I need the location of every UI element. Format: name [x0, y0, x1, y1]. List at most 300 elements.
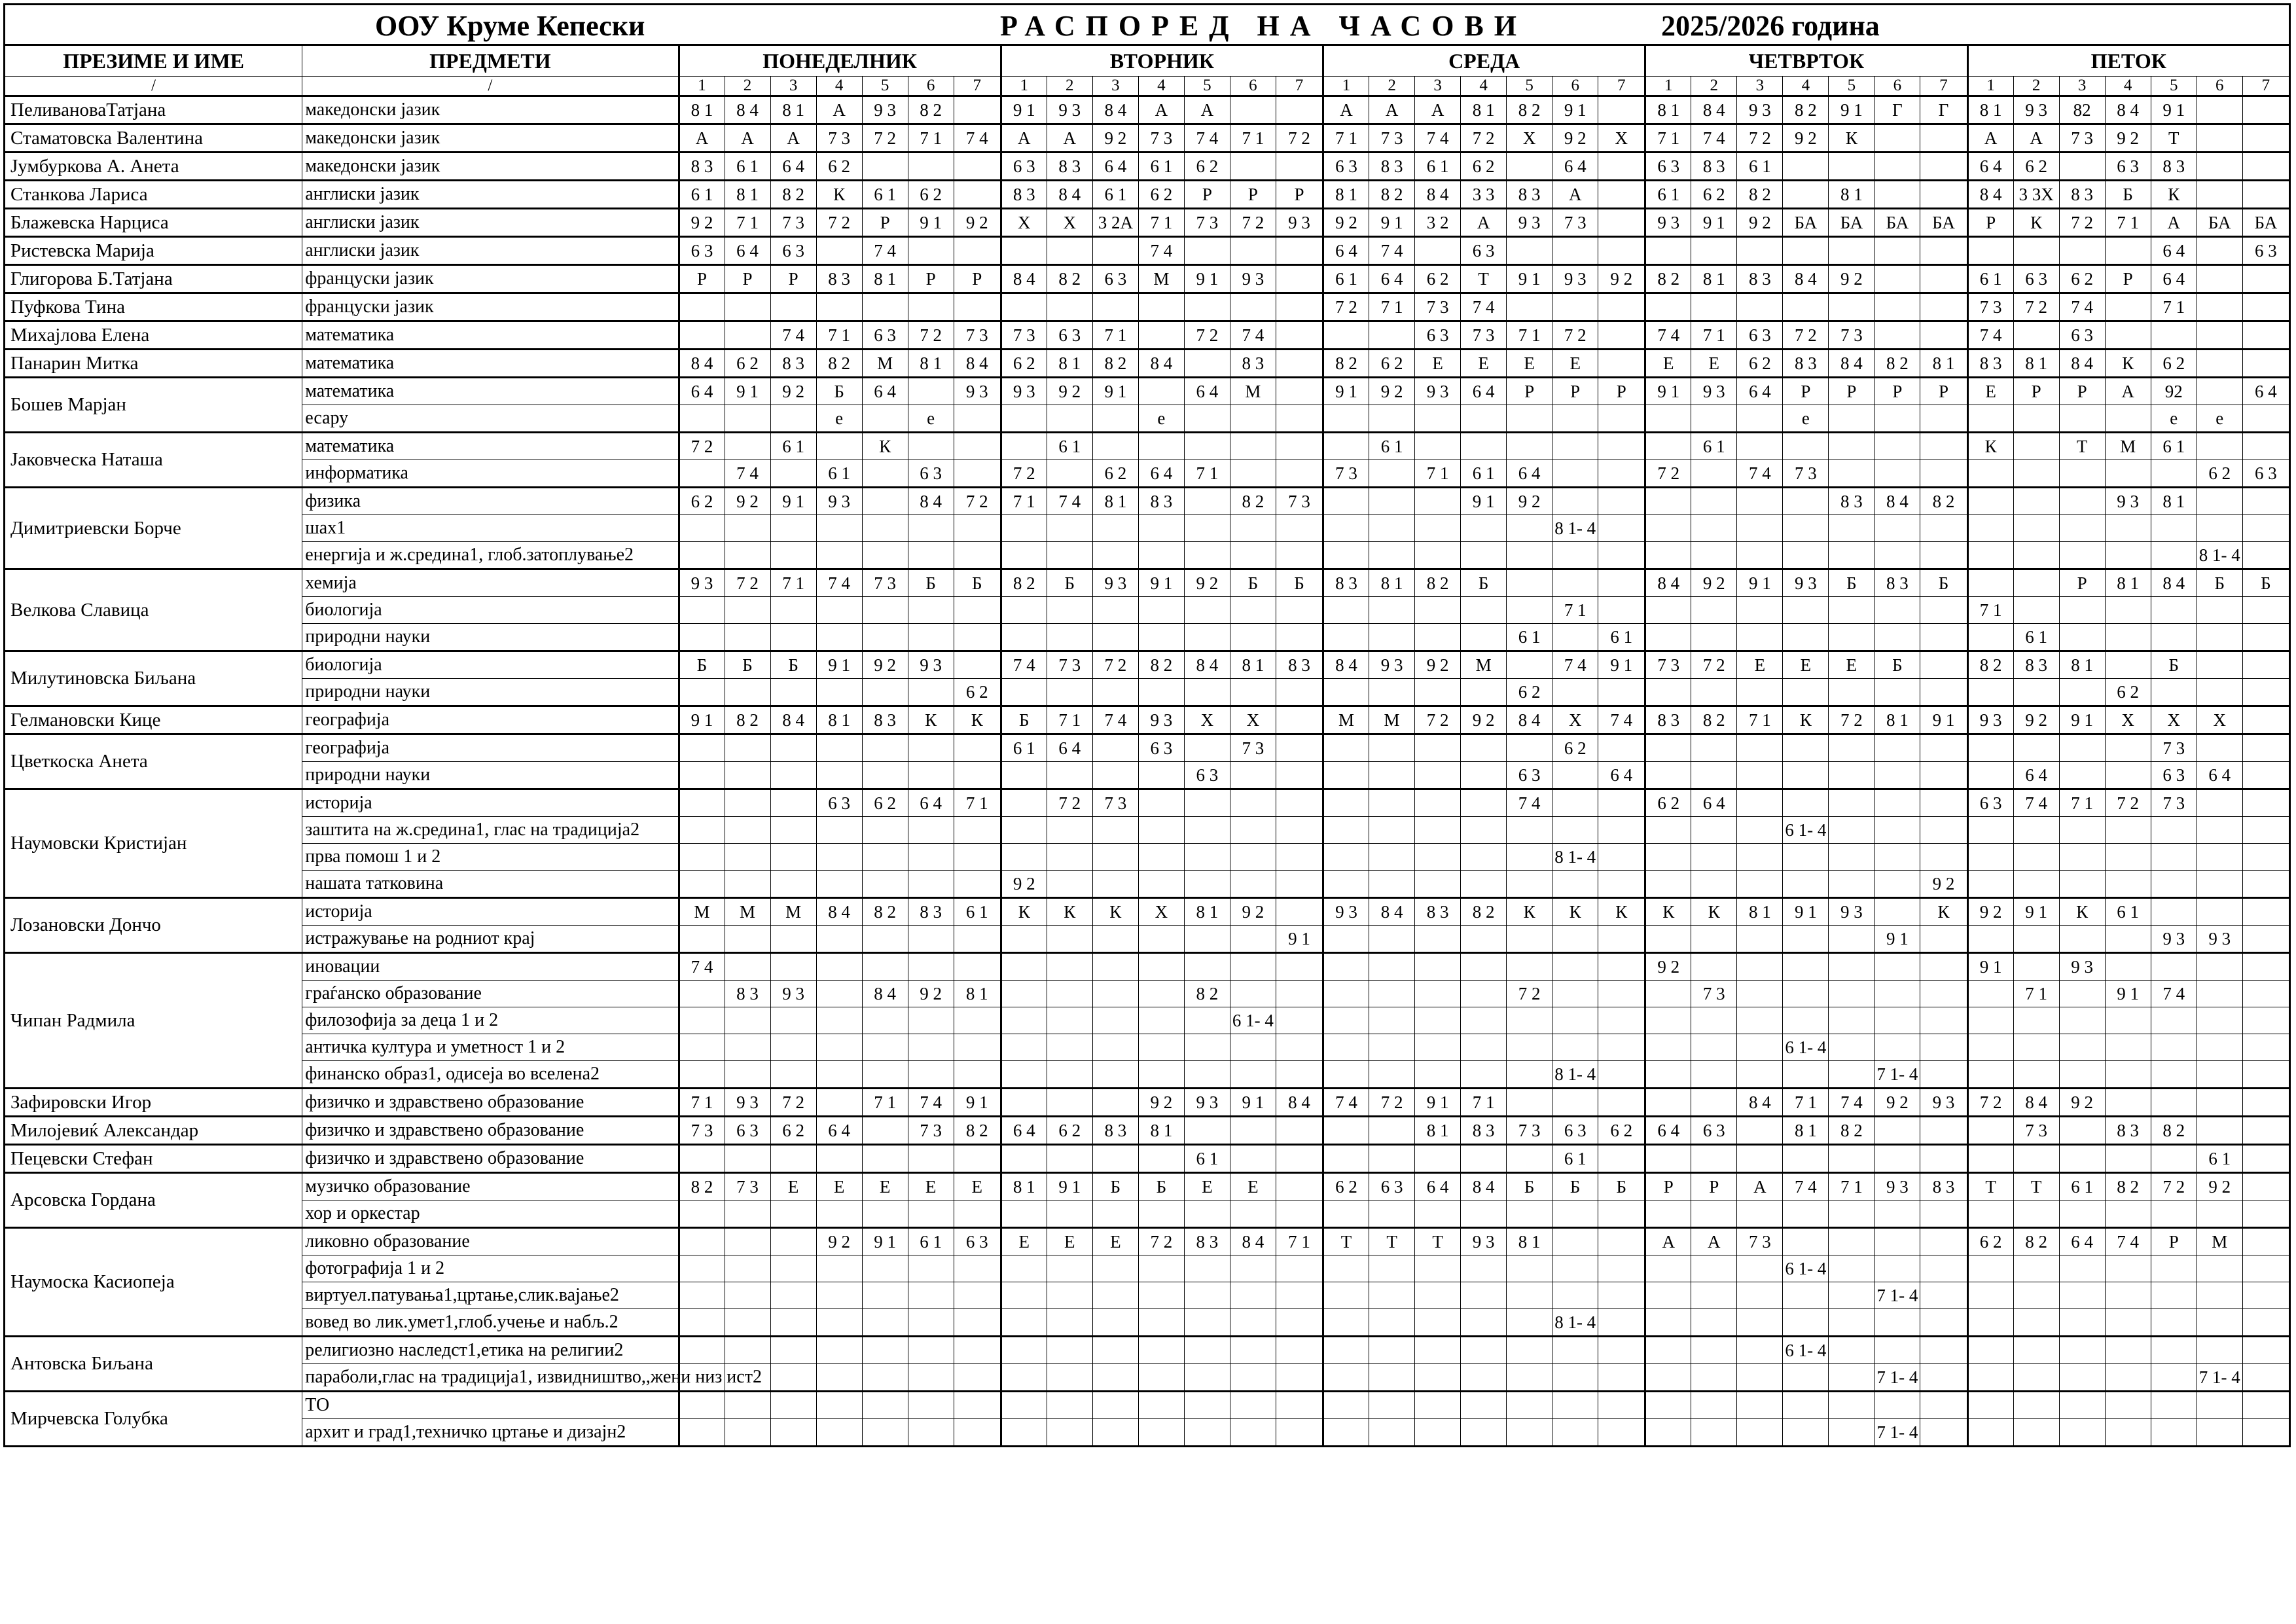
schedule-cell: [1552, 1034, 1598, 1061]
schedule-cell: [770, 1061, 816, 1089]
schedule-cell: Х: [1138, 898, 1184, 926]
schedule-cell: [1598, 209, 1645, 237]
schedule-cell: [1415, 762, 1461, 789]
schedule-cell: Р: [1507, 378, 1552, 405]
schedule-cell: [1047, 981, 1092, 1007]
schedule-cell: [1737, 679, 1783, 706]
schedule-cell: [954, 1392, 1001, 1419]
schedule-cell: [1276, 293, 1323, 321]
schedule-cell: [1552, 460, 1598, 488]
schedule-cell: [1276, 1117, 1323, 1145]
teacher-name: Милојевиќ Александар: [5, 1117, 302, 1145]
schedule-cell: [1737, 624, 1783, 651]
schedule-cell: 7 2: [1967, 1089, 2013, 1117]
schedule-cell: [2242, 321, 2289, 350]
schedule-cell: [1369, 679, 1415, 706]
schedule-cell: Т: [1967, 1173, 2013, 1200]
schedule-cell: Б: [2105, 181, 2151, 209]
schedule-cell: [816, 1255, 862, 1282]
schedule-cell: [1369, 624, 1415, 651]
schedule-cell: 7 1: [1507, 321, 1552, 350]
schedule-cell: К: [1783, 706, 1829, 734]
schedule-cell: 7 3: [1783, 460, 1829, 488]
schedule-cell: [1184, 597, 1230, 624]
schedule-cell: Е: [954, 1173, 1001, 1200]
schedule-cell: [1138, 542, 1184, 569]
schedule-cell: [908, 871, 954, 898]
schedule-cell: [679, 1255, 725, 1282]
schedule-cell: [1507, 1034, 1552, 1061]
schedule-cell: [1184, 871, 1230, 898]
schedule-cell: 7 1: [1691, 321, 1737, 350]
schedule-cell: [1874, 898, 1920, 926]
schedule-cell: [1369, 1117, 1415, 1145]
schedule-cell: [1783, 597, 1829, 624]
schedule-cell: 8 1- 4: [2197, 542, 2242, 569]
schedule-cell: [908, 1337, 954, 1364]
schedule-cell: [1829, 624, 1874, 651]
schedule-cell: 8 3: [1369, 153, 1415, 181]
period-number: 4: [1138, 77, 1184, 96]
subject-name: македонски јазик: [302, 153, 679, 181]
schedule-cell: [1092, 1200, 1138, 1228]
schedule-cell: [1874, 762, 1920, 789]
schedule-cell: [1783, 1007, 1829, 1034]
schedule-cell: 8 1: [1415, 1117, 1461, 1145]
schedule-cell: [770, 1007, 816, 1034]
schedule-cell: [1783, 488, 1829, 515]
schedule-cell: 8 2: [954, 1117, 1001, 1145]
schedule-cell: [2197, 321, 2242, 350]
schedule-cell: [1829, 237, 1874, 265]
schedule-cell: [816, 734, 862, 762]
schedule-cell: [1552, 569, 1598, 597]
schedule-cell: [1920, 181, 1967, 209]
schedule-cell: 9 3: [1276, 209, 1323, 237]
schedule-cell: [1323, 1392, 1369, 1419]
schedule-cell: [1920, 1337, 1967, 1364]
schedule-cell: 9 2: [908, 981, 954, 1007]
schedule-cell: [1184, 844, 1230, 871]
schedule-cell: [1230, 1364, 1276, 1392]
schedule-cell: 7 1: [2059, 789, 2105, 817]
schedule-cell: [1920, 293, 1967, 321]
schedule-cell: [2105, 926, 2151, 953]
schedule-cell: 7 1: [2013, 981, 2059, 1007]
schedule-cell: 8 3: [2059, 181, 2105, 209]
schedule-cell: [1874, 181, 1920, 209]
schedule-cell: 7 2: [1092, 651, 1138, 679]
schedule-cell: [2242, 1200, 2289, 1228]
schedule-cell: [1092, 1392, 1138, 1419]
schedule-cell: [1598, 871, 1645, 898]
schedule-cell: е: [908, 405, 954, 433]
schedule-cell: 8 3: [908, 898, 954, 926]
schedule-cell: [1967, 844, 2013, 871]
schedule-cell: 6 3: [1001, 153, 1047, 181]
schedule-cell: 7 3: [770, 209, 816, 237]
schedule-cell: [1184, 350, 1230, 378]
schedule-cell: [1691, 1200, 1737, 1228]
period-number: 3: [1092, 77, 1138, 96]
schedule-cell: 9 3: [679, 569, 725, 597]
schedule-cell: [862, 762, 908, 789]
schedule-cell: [1276, 321, 1323, 350]
schedule-cell: 6 4: [1645, 1117, 1691, 1145]
schedule-cell: А: [1369, 96, 1415, 124]
schedule-cell: [1047, 515, 1092, 542]
schedule-cell: 8 2: [2013, 1228, 2059, 1255]
schedule-cell: [725, 1282, 770, 1309]
schedule-cell: Р: [679, 265, 725, 293]
schedule-cell: 8 3: [725, 981, 770, 1007]
schedule-cell: 8 1: [1184, 898, 1230, 926]
schedule-cell: [1598, 293, 1645, 321]
schedule-cell: [908, 515, 954, 542]
schedule-cell: Р: [1920, 378, 1967, 405]
schedule-cell: [1092, 1364, 1138, 1392]
schedule-cell: [2013, 321, 2059, 350]
schedule-cell: [1092, 1282, 1138, 1309]
schedule-cell: [862, 871, 908, 898]
schedule-cell: [2151, 1255, 2197, 1282]
schedule-cell: [1369, 460, 1415, 488]
schedule-cell: [1092, 1061, 1138, 1089]
schedule-cell: [1645, 1392, 1691, 1419]
schedule-cell: 8 4: [1047, 181, 1092, 209]
schedule-cell: [679, 1337, 725, 1364]
schedule-cell: [1691, 926, 1737, 953]
schedule-cell: [1276, 1255, 1323, 1282]
table-row: [5, 871, 2290, 898]
schedule-cell: [679, 1200, 725, 1228]
schedule-cell: [1230, 1145, 1276, 1173]
schedule-cell: [1920, 237, 1967, 265]
schedule-cell: [1691, 542, 1737, 569]
schedule-cell: [2242, 624, 2289, 651]
schedule-cell: [1967, 1145, 2013, 1173]
schedule-cell: 7 4: [1691, 124, 1737, 153]
schedule-cell: 9 2: [1874, 1089, 1920, 1117]
schedule-cell: [1967, 734, 2013, 762]
schedule-cell: 9 2: [1507, 488, 1552, 515]
schedule-cell: [954, 1007, 1001, 1034]
schedule-cell: [1737, 237, 1783, 265]
schedule-cell: Х: [1552, 706, 1598, 734]
schedule-cell: [1415, 1337, 1461, 1364]
schedule-cell: [816, 844, 862, 871]
schedule-cell: [2151, 597, 2197, 624]
schedule-cell: 7 3: [1092, 789, 1138, 817]
schedule-cell: [1967, 488, 2013, 515]
schedule-cell: 8 3: [1507, 181, 1552, 209]
schedule-cell: [1138, 817, 1184, 844]
schedule-cell: 9 1: [2151, 96, 2197, 124]
schedule-cell: [2197, 1392, 2242, 1419]
schedule-cell: М: [1369, 706, 1415, 734]
schedule-cell: [1369, 488, 1415, 515]
schedule-cell: Е: [1230, 1173, 1276, 1200]
schedule-cell: [1645, 981, 1691, 1007]
schedule-cell: [1920, 265, 1967, 293]
period-number: 3: [2059, 77, 2105, 96]
schedule-cell: 8 3: [1001, 181, 1047, 209]
schedule-cell: Р: [770, 265, 816, 293]
subject-name: заштита на ж.средина1, глас на традиција2: [302, 817, 679, 844]
schedule-cell: [1230, 515, 1276, 542]
schedule-cell: 9 1: [1276, 926, 1323, 953]
schedule-cell: [1783, 926, 1829, 953]
schedule-cell: 9 3: [1230, 265, 1276, 293]
schedule-cell: [1598, 844, 1645, 871]
schedule-cell: 8 4: [816, 898, 862, 926]
schedule-cell: [1001, 1034, 1047, 1061]
schedule-cell: 9 3: [2105, 488, 2151, 515]
subject-name: англиски јазик: [302, 237, 679, 265]
schedule-cell: [1783, 1364, 1829, 1392]
schedule-cell: Б: [1230, 569, 1276, 597]
schedule-cell: 8 1: [2059, 651, 2105, 679]
schedule-cell: [725, 789, 770, 817]
schedule-cell: 8 3: [1092, 1117, 1138, 1145]
schedule-cell: 6 1: [2013, 624, 2059, 651]
schedule-cell: [1598, 1034, 1645, 1061]
schedule-cell: 7 3: [1230, 734, 1276, 762]
schedule-cell: [1829, 1337, 1874, 1364]
schedule-cell: 7 2: [1783, 321, 1829, 350]
schedule-cell: 6 3: [1507, 762, 1552, 789]
schedule-cell: [1138, 1061, 1184, 1089]
schedule-cell: [1184, 293, 1230, 321]
schedule-cell: [2105, 1419, 2151, 1447]
schedule-cell: [2105, 1061, 2151, 1089]
schedule-cell: [1598, 1309, 1645, 1337]
schedule-cell: А: [2013, 124, 2059, 153]
schedule-cell: [2242, 953, 2289, 981]
schedule-cell: [1507, 293, 1552, 321]
schedule-cell: 6 2: [1184, 153, 1230, 181]
schedule-cell: [2059, 405, 2105, 433]
schedule-cell: [1092, 953, 1138, 981]
schedule-cell: [1507, 817, 1552, 844]
schedule-cell: [1184, 405, 1230, 433]
table-row: [5, 1034, 2290, 1061]
schedule-cell: 7 3: [1967, 293, 2013, 321]
schedule-cell: [1369, 1034, 1415, 1061]
schedule-cell: 8 3: [1967, 350, 2013, 378]
schedule-cell: [862, 1145, 908, 1173]
schedule-cell: [908, 237, 954, 265]
subject-name: ликовно образование: [302, 1228, 679, 1255]
schedule-cell: 7 2: [1001, 460, 1047, 488]
period-number: 6: [908, 77, 954, 96]
schedule-cell: 7 1: [1369, 293, 1415, 321]
period-number: 7: [2242, 77, 2289, 96]
schedule-cell: [1552, 237, 1598, 265]
schedule-cell: [1691, 293, 1737, 321]
schedule-cell: [1645, 734, 1691, 762]
schedule-cell: [1920, 1255, 1967, 1282]
schedule-cell: [1323, 1282, 1369, 1309]
schedule-cell: [2105, 1255, 2151, 1282]
schedule-cell: [1138, 1034, 1184, 1061]
schedule-cell: [2197, 488, 2242, 515]
schedule-cell: К: [1691, 898, 1737, 926]
schedule-cell: [2197, 734, 2242, 762]
schedule-cell: 7 4: [2059, 293, 2105, 321]
schedule-cell: 9 2: [1092, 124, 1138, 153]
schedule-cell: [2151, 844, 2197, 871]
schedule-cell: [725, 597, 770, 624]
schedule-cell: [1645, 405, 1691, 433]
schedule-cell: [1276, 153, 1323, 181]
schedule-cell: Е: [1184, 1173, 1230, 1200]
schedule-cell: 3 3Х: [2013, 181, 2059, 209]
schedule-cell: [1783, 734, 1829, 762]
schedule-cell: 7 2: [862, 124, 908, 153]
table-row: [5, 1173, 2290, 1200]
schedule-cell: [1552, 1228, 1598, 1255]
schedule-cell: [1047, 1061, 1092, 1089]
schedule-cell: БА: [2242, 209, 2289, 237]
schedule-cell: Т: [2059, 433, 2105, 460]
schedule-cell: [1461, 679, 1507, 706]
schedule-cell: [1737, 1392, 1783, 1419]
schedule-cell: 7 3: [954, 321, 1001, 350]
schedule-cell: [1276, 237, 1323, 265]
schedule-cell: 7 2: [816, 209, 862, 237]
schedule-cell: 6 3: [2242, 237, 2289, 265]
schedule-cell: [2242, 350, 2289, 378]
table-row: [5, 679, 2290, 706]
schedule-cell: [1001, 1337, 1047, 1364]
schedule-cell: 9 3: [1783, 569, 1829, 597]
teacher-name: Стаматовска Валентина: [5, 124, 302, 153]
schedule-cell: [1783, 1200, 1829, 1228]
schedule-cell: [1461, 1392, 1507, 1419]
schedule-cell: 8 2: [1461, 898, 1507, 926]
schedule-cell: [1967, 237, 2013, 265]
schedule-cell: [2013, 1282, 2059, 1309]
schedule-cell: [2105, 817, 2151, 844]
schedule-cell: [1783, 542, 1829, 569]
schedule-cell: [1047, 1007, 1092, 1034]
schedule-cell: [1920, 762, 1967, 789]
schedule-cell: 6 4: [770, 153, 816, 181]
schedule-cell: [1874, 460, 1920, 488]
schedule-cell: 7 3: [1323, 460, 1369, 488]
schedule-cell: 6 4: [1047, 734, 1092, 762]
schedule-cell: 9 3: [1737, 96, 1783, 124]
schedule-cell: [725, 926, 770, 953]
schedule-cell: [2059, 1419, 2105, 1447]
schedule-cell: [1001, 597, 1047, 624]
schedule-cell: К: [2059, 898, 2105, 926]
schedule-cell: [1645, 679, 1691, 706]
schedule-cell: 9 3: [1967, 706, 2013, 734]
schedule-cell: [770, 405, 816, 433]
day-header: СРЕДА: [1323, 45, 1645, 77]
schedule-cell: [2059, 1007, 2105, 1034]
schedule-cell: [1552, 1200, 1598, 1228]
schedule-cell: [2013, 1309, 2059, 1337]
schedule-cell: [1415, 871, 1461, 898]
schedule-cell: [1691, 734, 1737, 762]
schedule-cell: 6 3: [908, 460, 954, 488]
schedule-cell: [1092, 433, 1138, 460]
schedule-cell: [2059, 844, 2105, 871]
schedule-cell: 6 1: [1967, 265, 2013, 293]
schedule-cell: [1184, 515, 1230, 542]
period-number: 1: [1645, 77, 1691, 96]
schedule-cell: [2013, 1255, 2059, 1282]
schedule-cell: 7 3: [1461, 321, 1507, 350]
schedule-cell: 8 4: [1323, 651, 1369, 679]
schedule-cell: 7 3: [1552, 209, 1598, 237]
schedule-cell: [1920, 679, 1967, 706]
schedule-cell: [1138, 378, 1184, 405]
schedule-cell: 6 3: [1369, 1173, 1415, 1200]
schedule-cell: Б: [1829, 569, 1874, 597]
subject-name: физика: [302, 488, 679, 515]
schedule-cell: [1138, 515, 1184, 542]
schedule-cell: [2197, 651, 2242, 679]
schedule-cell: [1092, 515, 1138, 542]
subject-name: физичко и здравствено образование: [302, 1117, 679, 1145]
schedule-cell: [2151, 1337, 2197, 1364]
schedule-cell: [2242, 488, 2289, 515]
schedule-cell: [1461, 817, 1507, 844]
schedule-cell: [1552, 1089, 1598, 1117]
schedule-cell: 9 1: [816, 651, 862, 679]
schedule-cell: М: [862, 350, 908, 378]
schedule-cell: [1829, 871, 1874, 898]
schedule-cell: 8 3: [1138, 488, 1184, 515]
schedule-cell: [1737, 1364, 1783, 1392]
schedule-cell: [1691, 597, 1737, 624]
schedule-cell: [679, 1309, 725, 1337]
schedule-cell: [1184, 789, 1230, 817]
schedule-cell: [1001, 953, 1047, 981]
schedule-cell: [1276, 1392, 1323, 1419]
schedule-cell: [1276, 350, 1323, 378]
schedule-cell: [1461, 1200, 1507, 1228]
schedule-cell: [1737, 1007, 1783, 1034]
schedule-cell: [1737, 789, 1783, 817]
schedule-cell: 7 4: [1092, 706, 1138, 734]
schedule-cell: 8 1- 4: [1552, 844, 1598, 871]
schedule-cell: [725, 734, 770, 762]
schedule-cell: 6 1: [1737, 153, 1783, 181]
schedule-cell: 8 2: [1369, 181, 1415, 209]
schedule-cell: 8 1: [725, 181, 770, 209]
schedule-cell: 9 2: [770, 378, 816, 405]
schedule-cell: [725, 1419, 770, 1447]
schedule-cell: [1138, 953, 1184, 981]
teacher-name: Јаковческа Наташа: [5, 433, 302, 488]
schedule-cell: [679, 1145, 725, 1173]
schedule-cell: [816, 433, 862, 460]
schedule-cell: [2197, 953, 2242, 981]
schedule-cell: [2151, 1419, 2197, 1447]
schedule-cell: [1184, 926, 1230, 953]
timetable: [3, 44, 2291, 1447]
schedule-cell: 6 4: [1323, 237, 1369, 265]
schedule-cell: 9 2: [1323, 209, 1369, 237]
schedule-cell: 9 1: [1230, 1089, 1276, 1117]
subject-name: ТО: [302, 1392, 679, 1419]
schedule-cell: [1874, 817, 1920, 844]
